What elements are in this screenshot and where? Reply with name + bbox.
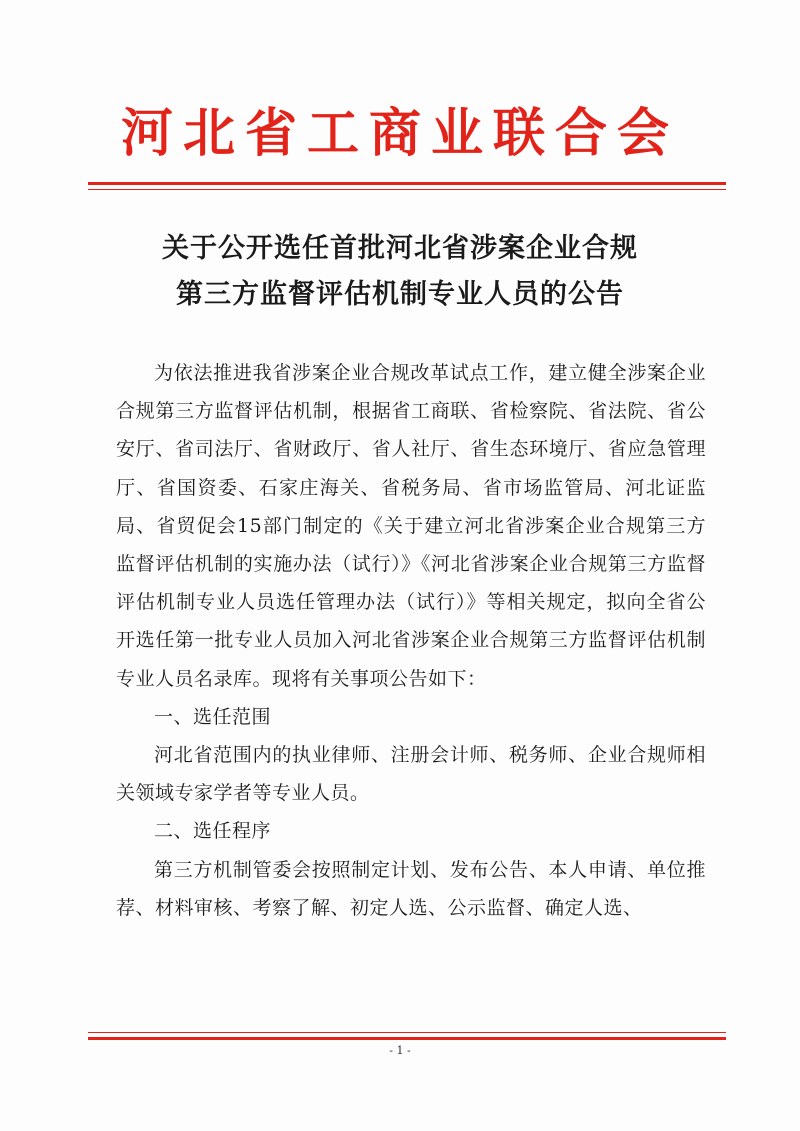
section-2-paragraph: 第三方机制管委会按照制定计划、发布公告、本人申请、单位推荐、材料审核、考察了解、初定人选、公示监督、确定人选、 — [116, 858, 706, 919]
section-1-paragraph: 河北省范围内的执业律师、注册会计师、税务师、企业合规师相关领域专家学者等专业人员。 — [116, 744, 706, 805]
footer-rule-thin — [88, 1032, 726, 1033]
header-rule-thick — [88, 182, 726, 185]
title-line-1: 关于公开选任首批河北省涉案企业合规 — [162, 233, 638, 264]
section-2-heading: 二、选任程序 — [154, 820, 272, 843]
document-body — [116, 354, 706, 927]
intro-paragraph: 为依法推进我省涉案企业合规改革试点工作，建立健全涉案企业合规第三方监督评估机制，根据省工商联、省检察院、省法院、省公安厅、省司法厅、省财政厅、省人社厅、省生态环境厅、省应急管理厅、省国资委、石家庄海关、省税务局、省市场监管局、河北证监局、省贸促会15部门制定的《关于建立河北省涉案企业合规第三方监督评估机制的实施办法（试行）》《河北省涉案企业合规第三方监督评估机制专业人员选任管理办法（试行）》等相关规定，拟向全省公开选任第一批专业人员加入河北省涉案企业合规第三方监督评估机制专业人员名录库。现将有关事项公告如下： — [116, 362, 706, 690]
header-rule-thin — [88, 189, 726, 190]
section-1-heading: 一、选任范围 — [154, 705, 272, 728]
org-header: 河北省工商业联合会 — [120, 103, 679, 164]
page-number: - 1 - — [389, 1044, 411, 1057]
document-title — [0, 226, 800, 318]
title-line-2: 第三方监督评估机制专业人员的公告 — [176, 279, 624, 310]
footer-rule-thick — [88, 1037, 726, 1040]
